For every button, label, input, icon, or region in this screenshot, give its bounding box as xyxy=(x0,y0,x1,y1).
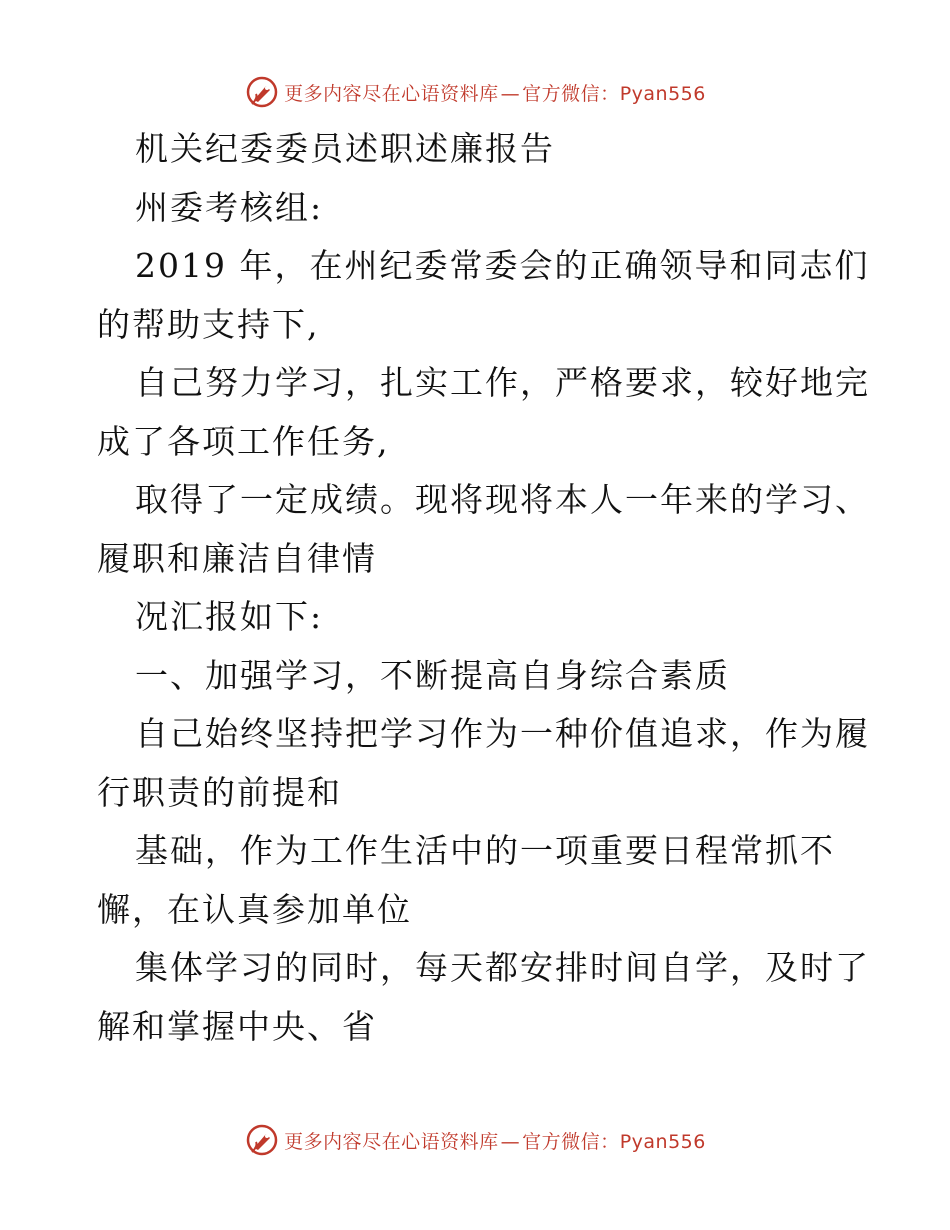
pen-nib-logo-icon xyxy=(244,74,280,110)
document-body xyxy=(97,120,870,1056)
paragraph-line: 自己始终坚持把学习作为一种价值追求，作为履 xyxy=(135,714,870,753)
paragraph-line: 集体学习的同时，每天都安排时间自学，及时了 xyxy=(135,948,870,987)
paragraph-line: 基础，作为工作生活中的一项重要日程常抓不 xyxy=(135,831,835,870)
watermark-dash: — xyxy=(500,1130,521,1153)
section-heading: 一、加强学习，不断提高自身综合素质 xyxy=(135,655,730,695)
footer-watermark xyxy=(0,1120,950,1160)
watermark-main: 更多内容尽在心语资料库 xyxy=(284,82,499,105)
paragraph-line: 履职和廉洁自律情 xyxy=(97,538,377,578)
watermark-sub: 官方微信： xyxy=(522,1130,620,1153)
salutation: 州委考核组: xyxy=(135,187,324,227)
paragraph-line: 2019 年，在州纪委常委会的正确领导和同志们 xyxy=(135,246,870,285)
watermark-text xyxy=(284,79,706,106)
pen-nib-logo-icon xyxy=(244,1122,280,1158)
watermark-text xyxy=(284,1127,706,1154)
header-watermark xyxy=(0,72,950,112)
paragraph-line: 解和掌握中央、省 xyxy=(97,1006,377,1046)
paragraph-line: 取得了一定成绩。现将现将本人一年来的学习、 xyxy=(135,480,870,519)
paragraph-line: 自己努力学习，扎实工作，严格要求，较好地完 xyxy=(135,363,870,402)
watermark-dash: — xyxy=(500,82,521,105)
watermark-sub: 官方微信： xyxy=(522,82,620,105)
document-title: 机关纪委委员述职述廉报告 xyxy=(135,129,555,168)
watermark-id: Pyan556 xyxy=(619,1130,706,1153)
paragraph-line: 行职责的前提和 xyxy=(97,772,342,812)
paragraph-line: 况汇报如下: xyxy=(135,597,324,636)
paragraph-line: 成了各项工作任务, xyxy=(97,421,390,461)
watermark-id: Pyan556 xyxy=(619,82,706,105)
paragraph-line: 懈，在认真参加单位 xyxy=(97,889,412,929)
paragraph-line: 的帮助支持下, xyxy=(97,304,320,344)
watermark-main: 更多内容尽在心语资料库 xyxy=(284,1130,499,1153)
